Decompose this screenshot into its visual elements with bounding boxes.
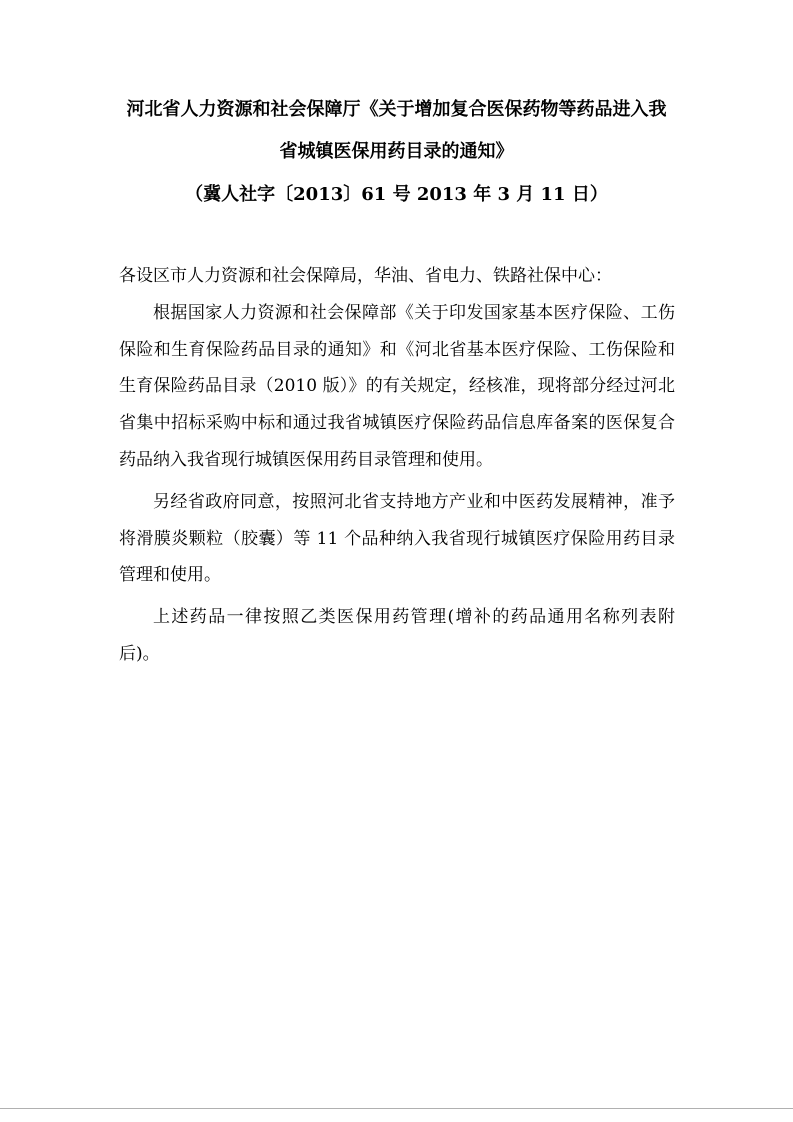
document-body [119, 258, 675, 673]
document-reference-date: （冀人社字〔2013〕61 号 2013 年 3 月 11 日） [185, 184, 608, 205]
document-title-line-1: 河北省人力资源和社会保障厅《关于增加复合医保药物等药品进入我 [126, 99, 667, 120]
page-bottom-rule [0, 1108, 793, 1109]
paragraph-3: 上述药品一律按照乙类医保用药管理(增补的药品通用名称列表附后)。 [119, 607, 675, 664]
salutation: 各设区市人力资源和社会保障局，华油、省电力、铁路社保中心： [119, 266, 612, 286]
document-title-line-2: 省城镇医保用药目录的通知》 [279, 141, 514, 162]
paragraph-1: 根据国家人力资源和社会保障部《关于印发国家基本医疗保险、工伤保险和生育保险药品目录的通知》和《河北省基本医疗保险、工伤保险和生育保险药品目录（2010 版）》的有关规定，经核准，现将部分经过河北省集中招标采购中标和通过我省城镇医疗保险药品信息库备案的医保复合药品纳入我省现行城镇医保用药目录管理和使用。 [119, 302, 675, 470]
paragraph-2: 另经省政府同意，按照河北省支持地方产业和中医药发展精神，准予将滑膜炎颗粒（胶囊）等 11 个品种纳入我省现行城镇医疗保险用药目录管理和使用。 [119, 491, 675, 586]
